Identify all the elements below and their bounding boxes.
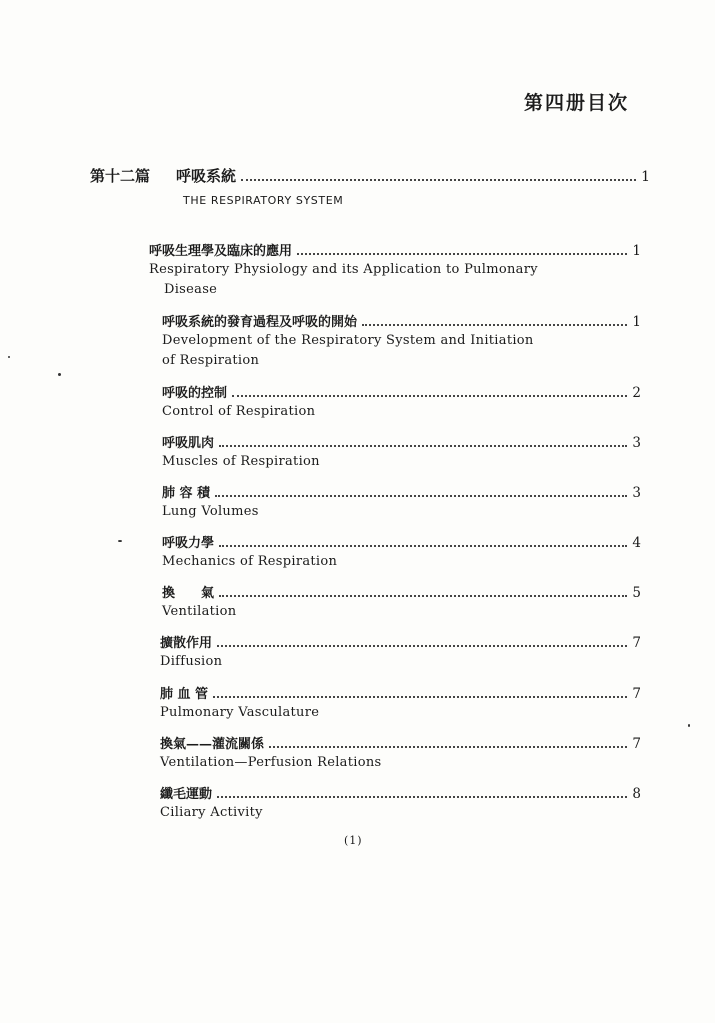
entry-title-en: Ventilation—Perfusion Relations xyxy=(160,755,382,770)
entry-page-number: 3 xyxy=(632,485,641,501)
entry-title-en: Pulmonary Vasculature xyxy=(160,705,320,720)
entry-title-cn: 肺 血 管 xyxy=(160,687,209,702)
toc-entry xyxy=(160,683,641,723)
scan-speck xyxy=(8,356,10,358)
entry-page-number: 7 xyxy=(632,635,641,651)
toc-entry xyxy=(162,432,641,472)
part-title-en: THE RESPIRATORY SYSTEM xyxy=(183,194,344,207)
toc-entry xyxy=(149,240,641,300)
entry-title-cn: 呼吸肌肉 xyxy=(162,436,215,451)
entry-title-en: Diffusion xyxy=(160,654,223,669)
entry-page-number: 7 xyxy=(632,686,641,702)
toc-entry xyxy=(162,382,641,422)
dot-leader xyxy=(217,796,627,798)
dot-leader xyxy=(241,179,636,181)
entry-title-cn: 換氣——灌流關係 xyxy=(160,737,265,752)
toc-entry xyxy=(162,532,641,572)
entry-title-en: Ciliary Activity xyxy=(160,805,263,820)
entry-title-en-continued: Disease xyxy=(164,282,218,297)
dot-leader xyxy=(219,545,627,547)
part-page-number: 1 xyxy=(641,169,650,185)
scan-speck xyxy=(118,540,122,542)
entry-title-cn: 呼吸系統的發育過程及呼吸的開始 xyxy=(162,315,358,330)
entry-page-number: 1 xyxy=(632,314,641,330)
entry-title-cn: 呼吸的控制 xyxy=(162,386,228,401)
entry-title-en: Control of Respiration xyxy=(162,404,316,419)
entry-page-number: 2 xyxy=(632,385,641,401)
toc-entry xyxy=(162,582,641,622)
toc-entry xyxy=(162,482,641,522)
dot-leader xyxy=(219,595,627,597)
toc-entry xyxy=(160,733,641,773)
part-title-cn: 呼吸系統 xyxy=(176,167,237,185)
entry-title-en: Respiratory Physiology and its Application to Pulmonary xyxy=(149,262,538,277)
entry-title-en-continued: of Respiration xyxy=(162,353,260,368)
entry-page-number: 3 xyxy=(632,435,641,451)
dot-leader xyxy=(219,445,627,447)
part-number: 第十二篇 xyxy=(90,167,151,185)
entry-page-number: 4 xyxy=(632,535,641,551)
entry-title-en: Mechanics of Respiration xyxy=(162,554,338,569)
toc-entry xyxy=(162,311,641,371)
entry-page-number: 1 xyxy=(632,243,641,259)
dot-leader xyxy=(217,645,627,647)
scan-speck xyxy=(58,373,61,376)
entry-title-en: Muscles of Respiration xyxy=(162,454,320,469)
dot-leader xyxy=(297,253,627,255)
entry-title-cn: 肺 容 積 xyxy=(162,486,211,501)
toc-entry xyxy=(160,783,641,823)
entry-page-number: 8 xyxy=(632,786,641,802)
entry-title-cn: 換 氣 xyxy=(162,586,215,601)
entry-page-number: 7 xyxy=(632,736,641,752)
dot-leader xyxy=(232,395,627,397)
toc-entry xyxy=(160,632,641,672)
dot-leader xyxy=(269,746,627,748)
dot-leader xyxy=(213,696,627,698)
scan-speck xyxy=(688,724,690,727)
page-number: (1) xyxy=(344,834,363,847)
part-heading xyxy=(90,165,650,186)
entry-page-number: 5 xyxy=(632,585,641,601)
dot-leader xyxy=(362,324,627,326)
entry-title-en: Lung Volumes xyxy=(162,504,259,519)
entry-title-cn: 呼吸生理學及臨床的應用 xyxy=(149,244,293,259)
entry-title-en: Ventilation xyxy=(162,604,237,619)
entry-title-cn: 纖毛運動 xyxy=(160,787,213,802)
entry-title-en: Development of the Respiratory System and Initiation xyxy=(162,333,534,348)
entry-title-cn: 擴散作用 xyxy=(160,636,213,651)
entry-title-cn: 呼吸力學 xyxy=(162,536,215,551)
page-title: 第四册目次 xyxy=(524,92,630,114)
dot-leader xyxy=(215,495,627,497)
